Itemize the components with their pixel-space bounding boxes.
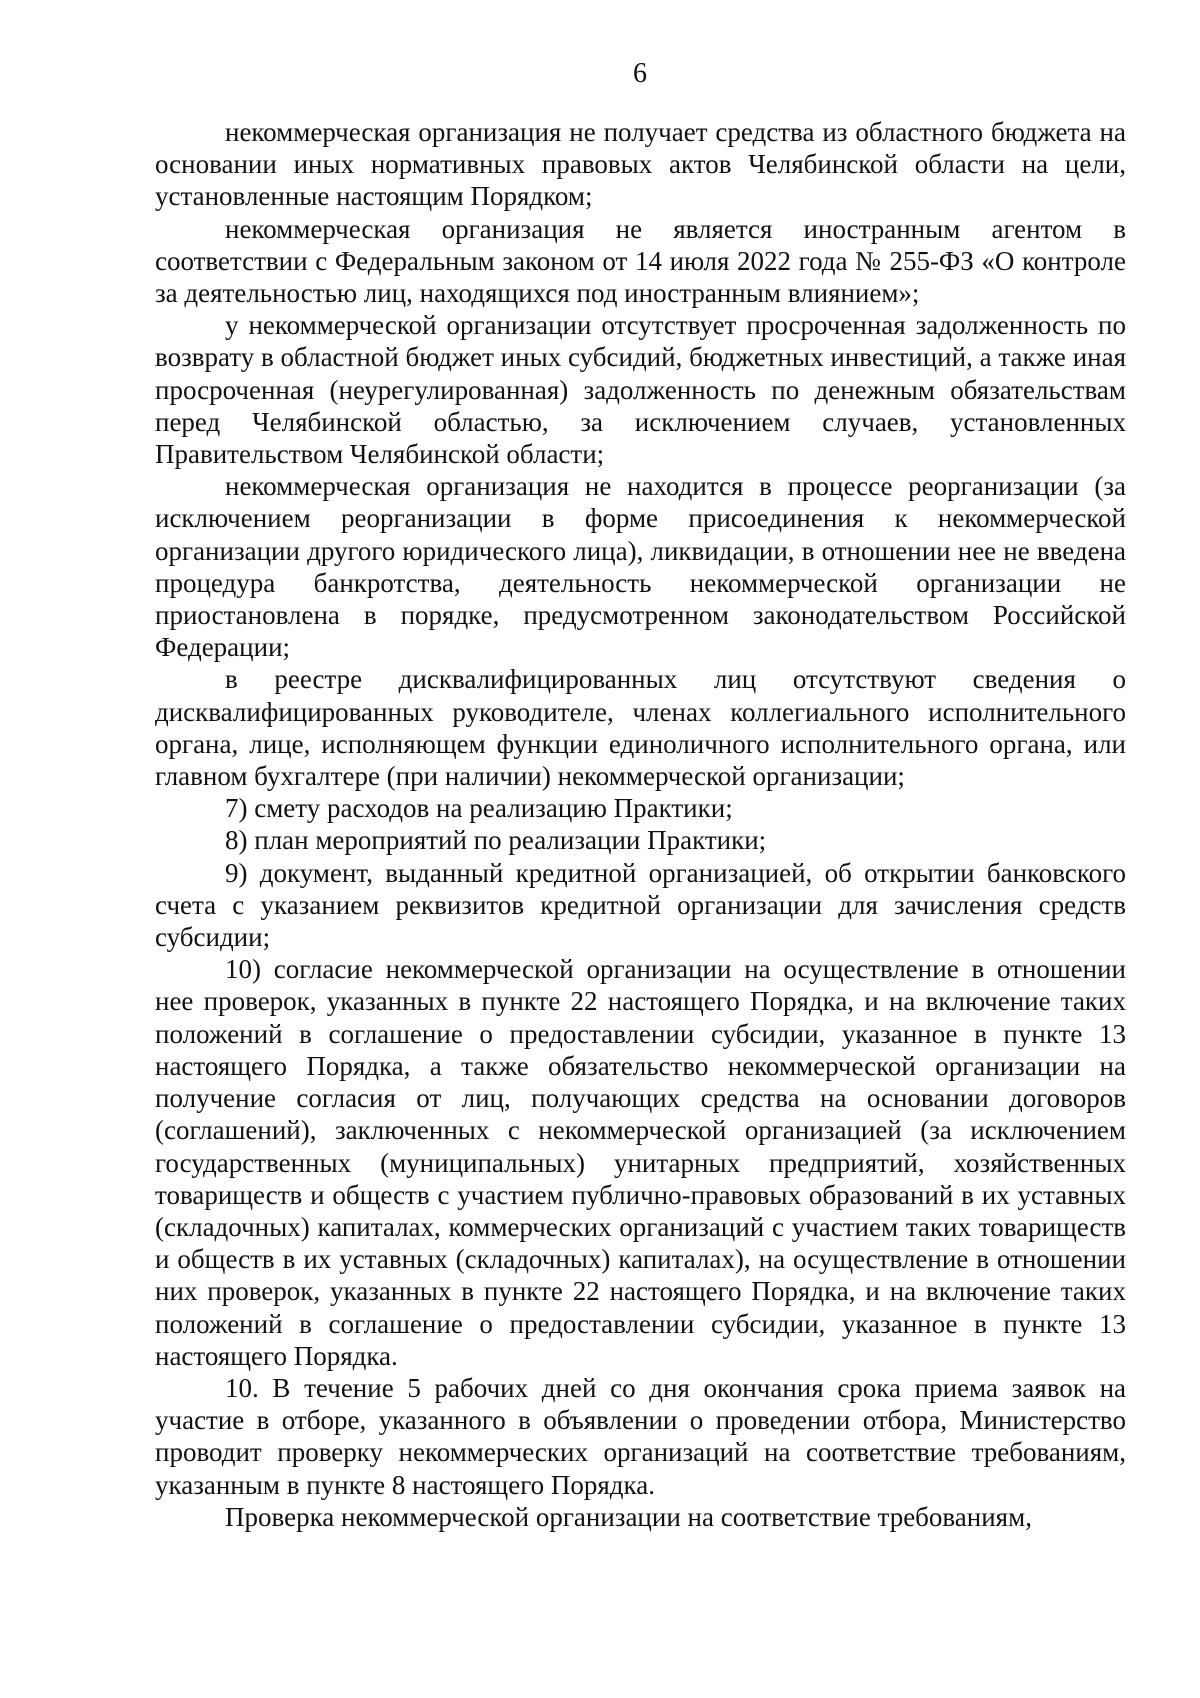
paragraph-requirement-not-foreign-agent: некоммерческая организация не является иностранным агентом в соответствии с Федеральным законом от 14 июля 2022 года № 255-ФЗ «О контроле за деятельностью лиц, находящихся под иностранным влиянием»; xyxy=(155,213,1126,309)
paragraph-requirement-no-reorganization: некоммерческая организация не находится в процессе реорганизации (за исключением реорганизации в форме присоединения к некоммерческой организации другого юридического лица), ликвидации, в отношении нее не введена процедура банкротства, деятельность некоммерческой организации не приостановлена в порядке, предусмотренном законодательством Российской Федерации; xyxy=(155,471,1126,663)
paragraph-clause-10: 10. В течение 5 рабочих дней со дня окончания срока приема заявок на участие в отборе, указанного в объявлении о проведении отбора, Министерство проводит проверку некоммерческих организаций на соответствие требованиям, указанным в пункте 8 настоящего Порядка. xyxy=(155,1372,1126,1500)
paragraph-verification-start: Проверка некоммерческой организации на соответствие требованиям, xyxy=(225,1501,1032,1532)
paragraph-item-9: 9) документ, выданный кредитной организацией, об открытии банковского счета с указанием реквизитов кредитной организации для зачисления средств субсидии; xyxy=(155,857,1126,953)
page-number: 6 xyxy=(633,58,647,89)
document-body xyxy=(155,116,1126,1533)
paragraph-requirement-disqualified-persons: в реестре дисквалифицированных лиц отсутствуют сведения о дисквалифицированных руководителе, членах коллегиального исполнительного органа, лице, исполняющем функции единоличного исполнительного органа, или главном бухгалтере (при наличии) некоммерческой организации; xyxy=(155,664,1126,792)
paragraph-item-10: 10) согласие некоммерческой организации на осуществление в отношении нее проверок, указанных в пункте 22 настоящего Порядка, и на включение таких положений в соглашение о предоставлении субсидии, указанное в пункте 13 настоящего Порядка, а также обязательство некоммерческой организации на получение согласия от лиц, получающих средства на основании договоров (соглашений), заключенных с некоммерческой организацией (за исключением государственных (муниципальных) унитарных предприятий, хозяйственных товариществ и обществ с участием публично-правовых образований в их уставных (складочных) капиталах, коммерческих организаций с участием таких товариществ и обществ в их уставных (складочных) капиталах), на осуществление в отношении них проверок, указанных в пункте 22 настоящего Порядка, и на включение таких положений в соглашение о предоставлении субсидии, указанное в пункте 13 настоящего Порядка. xyxy=(155,954,1126,1371)
paragraph-requirement-no-debt: у некоммерческой организации отсутствует просроченная задолженность по возврату в областной бюджет иных субсидий, бюджетных инвестиций, а также иная просроченная (неурегулированная) задолженность по денежным обязательствам перед Челябинской областью, за исключением случаев, установленных Правительством Челябинской области; xyxy=(155,310,1126,470)
paragraph-requirement-no-other-funding: некоммерческая организация не получает средства из областного бюджета на основании иных нормативных правовых актов Челябинской области на цели, установленные настоящим Порядком; xyxy=(155,117,1126,212)
paragraph-item-8: 8) план мероприятий по реализации Практики; xyxy=(225,825,767,856)
paragraph-item-7: 7) смету расходов на реализацию Практики; xyxy=(225,793,733,824)
